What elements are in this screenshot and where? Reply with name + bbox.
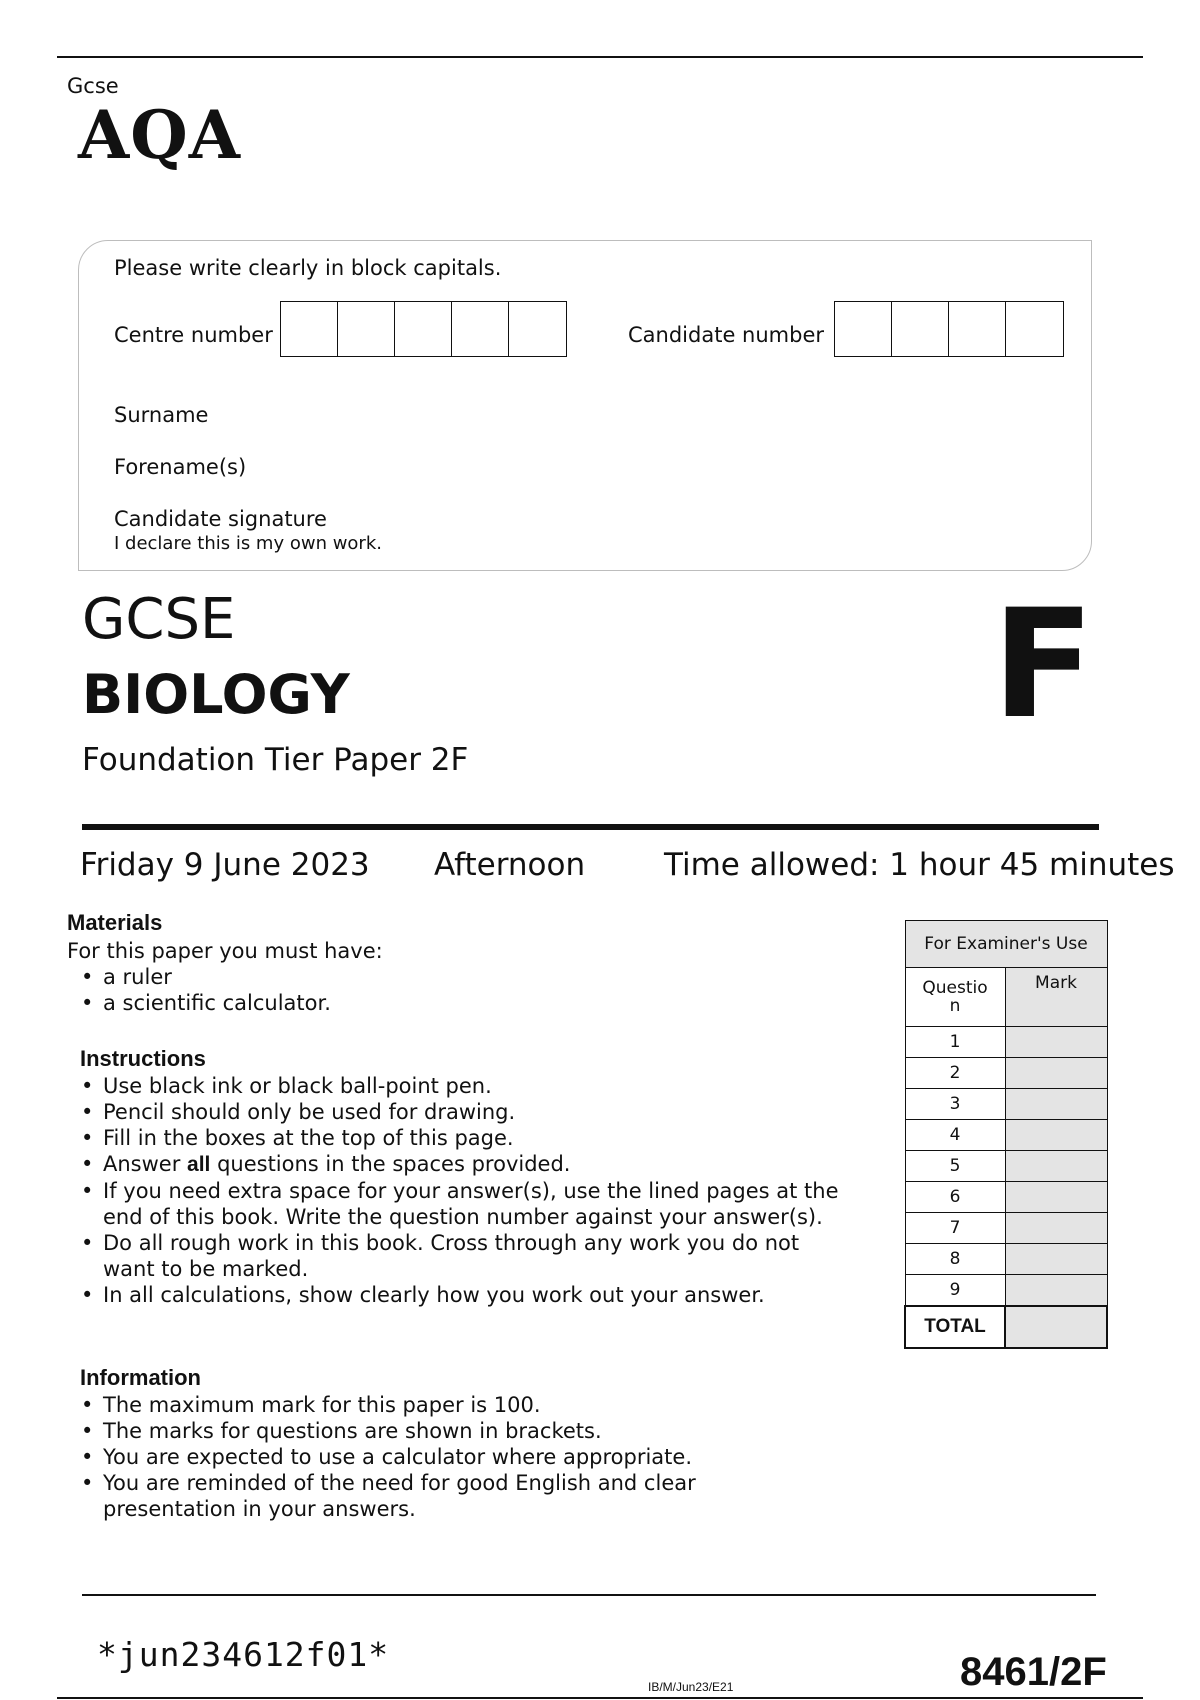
information-heading: Information [80,1365,201,1390]
list-item: • Use black ink or black ball-point pen. [80,1073,850,1099]
question-number: 8 [905,1244,1005,1275]
total-label: TOTAL [905,1306,1005,1348]
block-capitals-instruction: Please write clearly in block capitals. [114,256,502,280]
list-item: • Pencil should only be used for drawing. [80,1099,850,1125]
materials-heading: Materials [67,910,163,935]
question-number: 9 [905,1275,1005,1306]
question-number: 3 [905,1089,1005,1120]
list-item: • Fill in the boxes at the top of this page. [80,1125,850,1151]
candidate-digit-box[interactable] [835,302,892,356]
examiner-use-table [904,920,1108,1349]
examiner-table-title: For Examiner's Use [905,921,1107,968]
centre-digit-box[interactable] [452,302,509,356]
title-rule [82,824,1099,830]
question-number: 7 [905,1213,1005,1244]
materials-list [80,964,820,1016]
mark-cell [1005,1120,1107,1151]
list-item: • Answer all questions in the spaces provided. [80,1151,850,1178]
time-allowed: Time allowed: 1 hour 45 minutes [664,847,1175,883]
information-list [80,1392,770,1522]
list-item: • You are reminded of the need for good English and clear presentation in your answers. [80,1470,770,1522]
centre-digit-box[interactable] [338,302,395,356]
list-item: • Do all rough work in this book. Cross through any work you do not want to be marked. [80,1230,850,1282]
list-item: • The marks for questions are shown in brackets. [80,1418,770,1444]
centre-digit-box[interactable] [509,302,566,356]
mark-cell [1005,1151,1107,1182]
list-item: • If you need extra space for your answer(s), use the lined pages at the end of this book. Write the question number against your answer(s). [80,1178,850,1230]
question-number: 5 [905,1151,1005,1182]
footer-rule [82,1594,1096,1596]
mark-column-header: Mark [1005,968,1107,1027]
bottom-rule [57,1697,1143,1699]
mark-cell [1005,1244,1107,1275]
forenames-label: Forename(s) [114,455,247,479]
mark-cell [1005,1275,1107,1306]
total-mark-cell [1005,1306,1107,1348]
question-number: 6 [905,1182,1005,1213]
reference-code: IB/M/Jun23/E21 [648,1680,734,1694]
mark-cell [1005,1182,1107,1213]
candidate-digit-box[interactable] [949,302,1006,356]
candidate-number-boxes[interactable] [834,301,1064,357]
instructions-heading: Instructions [80,1046,206,1071]
question-number: 2 [905,1058,1005,1089]
candidate-digit-box[interactable] [892,302,949,356]
list-item: • In all calculations, show clearly how you work out your answer. [80,1282,850,1308]
exam-session: Afternoon [434,847,586,883]
centre-digit-box[interactable] [395,302,452,356]
question-number: 4 [905,1120,1005,1151]
centre-number-boxes[interactable] [280,301,567,357]
question-column-header: Question [905,968,1005,1027]
candidate-digit-box[interactable] [1006,302,1063,356]
mark-cell [1005,1027,1107,1058]
candidate-number-label: Candidate number [628,323,824,347]
mark-cell [1005,1089,1107,1120]
aqa-logo: AQA [78,96,241,174]
signature-label: Candidate signature [114,507,327,531]
tier-letter: F [992,578,1095,752]
materials-intro: For this paper you must have: [67,939,383,963]
list-item: • You are expected to use a calculator where appropriate. [80,1444,770,1470]
centre-number-label: Centre number [114,323,273,347]
list-item: • a ruler [80,964,820,990]
instructions-list [80,1073,850,1308]
surname-label: Surname [114,403,209,427]
mark-cell [1005,1213,1107,1244]
exam-type-label: Gcse [67,74,119,98]
mark-cell [1005,1058,1107,1089]
subject-title: BIOLOGY [82,663,350,726]
exam-date: Friday 9 June 2023 [80,847,370,883]
list-item: • a scientific calculator. [80,990,820,1016]
tier-paper-label: Foundation Tier Paper 2F [82,742,469,778]
list-item: • The maximum mark for this paper is 100. [80,1392,770,1418]
paper-code: 8461/2F [960,1650,1107,1694]
centre-digit-box[interactable] [281,302,338,356]
question-number: 1 [905,1027,1005,1058]
top-rule [57,56,1143,58]
barcode-text: *jun234612f01* [97,1635,390,1674]
qualification-title: GCSE [82,587,236,652]
declaration-text: I declare this is my own work. [114,533,382,554]
